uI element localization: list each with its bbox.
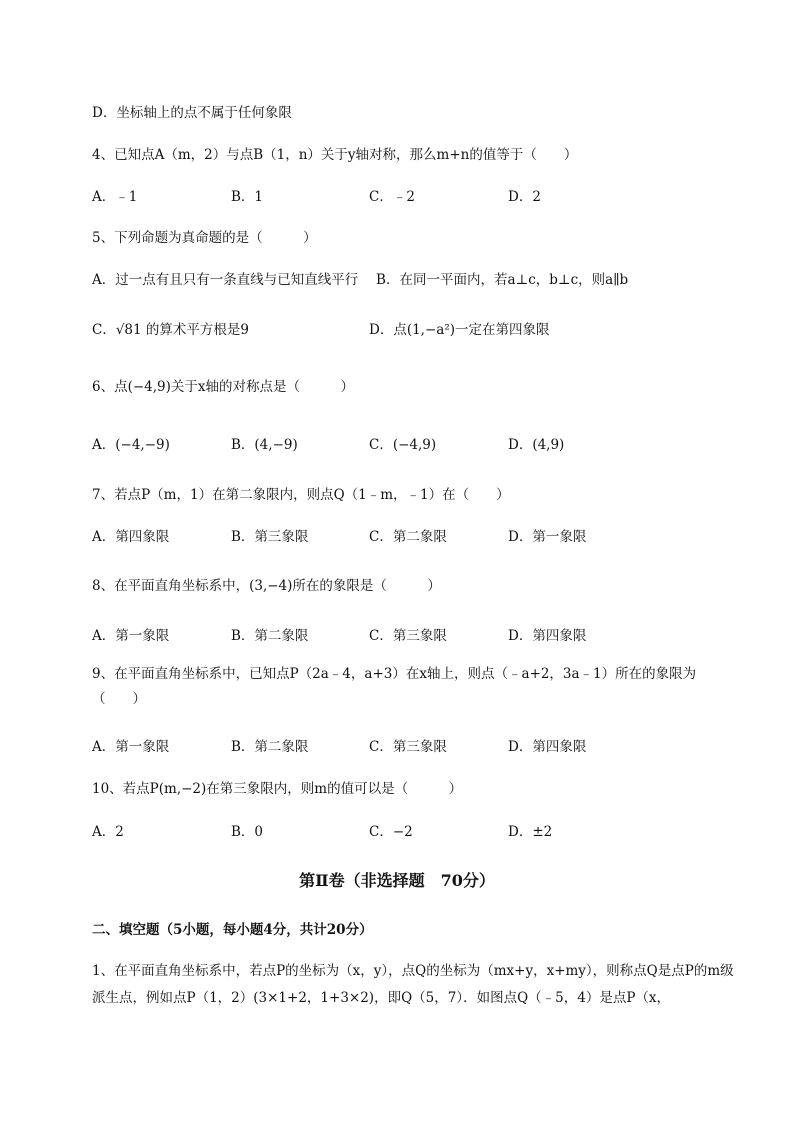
q6-option-b: B．(4,−9) xyxy=(231,437,298,453)
q6-option-c: C．(−4,9) xyxy=(369,437,437,453)
q8-option-b: B．第二象限 xyxy=(231,628,309,644)
q4-option-d: D．2 xyxy=(508,189,541,205)
q9-option-c: C．第三象限 xyxy=(369,739,447,755)
question-9-options xyxy=(92,735,712,755)
question-10-options xyxy=(92,820,712,840)
question-9: 9、在平面直角坐标系中，已知点P（2a﹣4，a+3）在x轴上，则点（﹣a+2，3a﹣1）所在的象限为（ ） xyxy=(92,666,697,707)
fill-blank-header: 二、填空题（5小题，每小题4分，共计20分） xyxy=(92,922,373,938)
question-7-options xyxy=(92,525,712,545)
q5-options-cd xyxy=(92,318,712,338)
q7-option-b: B．第三象限 xyxy=(231,529,309,545)
question-6-options xyxy=(92,433,712,453)
q5-option-c: C．√81 的算术平方根是9 xyxy=(92,322,249,338)
question-4: 4、已知点A（m，2）与点B（1，n）关于y轴对称，那么m+n的值等于（ ） xyxy=(92,147,578,163)
q8-option-d: D．第四象限 xyxy=(508,628,587,644)
fill-question-1: 1、在平面直角坐标系中，若点P的坐标为（x，y），点Q的坐标为（mx+y，x+my），则称点Q是点P的m级派生点，例如点P（1，2）(3×1+2，1+3×2)，即Q（5，7）．如图点Q（﹣5，4）是点P（x， xyxy=(92,963,734,1006)
question-4-options xyxy=(92,185,712,205)
q10-option-b: B．0 xyxy=(231,824,264,840)
question-8-options xyxy=(92,624,712,644)
q9-option-d: D．第四象限 xyxy=(508,739,587,755)
q3-option-d: D．坐标轴上的点不属于任何象限 xyxy=(92,105,292,121)
q5-options-ab: A．过一点有且只有一条直线与已知直线平行 B．在同一平面内，若a⊥c，b⊥c，则a∥b xyxy=(92,272,629,288)
question-10: 10、若点P(m,−2)在第三象限内，则m的值可以是（ ） xyxy=(92,781,463,797)
q10-option-d: D．±2 xyxy=(508,824,553,840)
q7-option-a: A．第四象限 xyxy=(92,529,170,545)
q9-option-a: A．第一象限 xyxy=(92,739,170,755)
q6-option-d: D．(4,9) xyxy=(508,437,565,453)
question-8: 8、在平面直角坐标系中，(3,−4)所在的象限是（ ） xyxy=(92,578,441,594)
q7-option-c: C．第二象限 xyxy=(369,529,447,545)
q6-option-a: A．(−4,−9) xyxy=(92,437,170,453)
question-7: 7、若点P（m，1）在第二象限内，则点Q（1﹣m，﹣1）在（ ） xyxy=(92,487,510,503)
q4-option-a: A．﹣1 xyxy=(92,189,138,205)
q5-option-d: D．点(1,−a²)一定在第四象限 xyxy=(369,322,550,338)
section-2-title: 第Ⅱ卷（非选择题 70分） xyxy=(299,871,495,890)
q9-option-b: B．第二象限 xyxy=(231,739,309,755)
q4-option-b: B．1 xyxy=(231,189,264,205)
q10-option-a: A．2 xyxy=(92,824,124,840)
q4-option-c: C．﹣2 xyxy=(369,189,415,205)
q8-option-c: C．第三象限 xyxy=(369,628,447,644)
q8-option-a: A．第一象限 xyxy=(92,628,170,644)
q7-option-d: D．第一象限 xyxy=(508,529,587,545)
question-5: 5、下列命题为真命题的是（ ） xyxy=(92,230,317,246)
q10-option-c: C．−2 xyxy=(369,824,413,840)
question-6: 6、点(−4,9)关于x轴的对称点是（ ） xyxy=(92,379,355,395)
